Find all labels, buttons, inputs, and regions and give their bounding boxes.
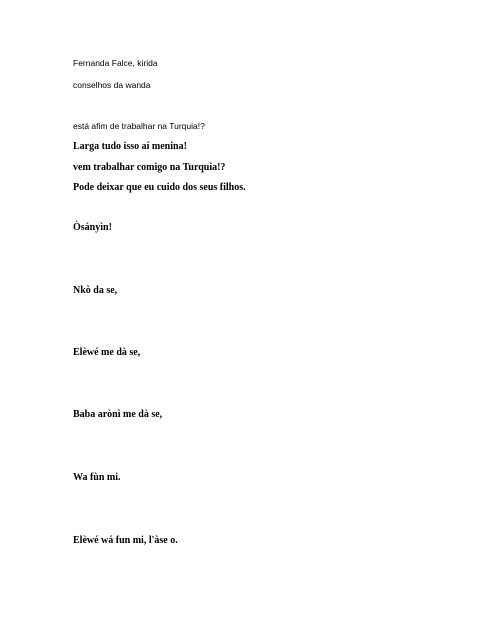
author-line: Fernanda Falce, kirida xyxy=(73,58,158,68)
verse-3: Elèwé me dà se, xyxy=(73,347,141,358)
intro-question: está afim de trabalhar na Turquia!? xyxy=(73,121,205,131)
verse-4: Baba arònì me dà se, xyxy=(73,409,163,420)
subtitle-line: conselhos da wanda xyxy=(73,80,151,90)
bold-line-2: vem trabalhar comigo na Turquia!? xyxy=(73,162,226,173)
bold-line-3: Pode deixar que eu cuido dos seus filhos. xyxy=(73,182,246,193)
verse-5: Wa fùn mi. xyxy=(73,472,121,483)
bold-line-1: Larga tudo isso aí menina! xyxy=(73,141,187,152)
verse-6: Elèwé wá fun mi, l'àse o. xyxy=(73,535,178,546)
verse-2: Nkò da se, xyxy=(73,285,118,296)
verse-1: Òsányìn! xyxy=(73,222,112,233)
